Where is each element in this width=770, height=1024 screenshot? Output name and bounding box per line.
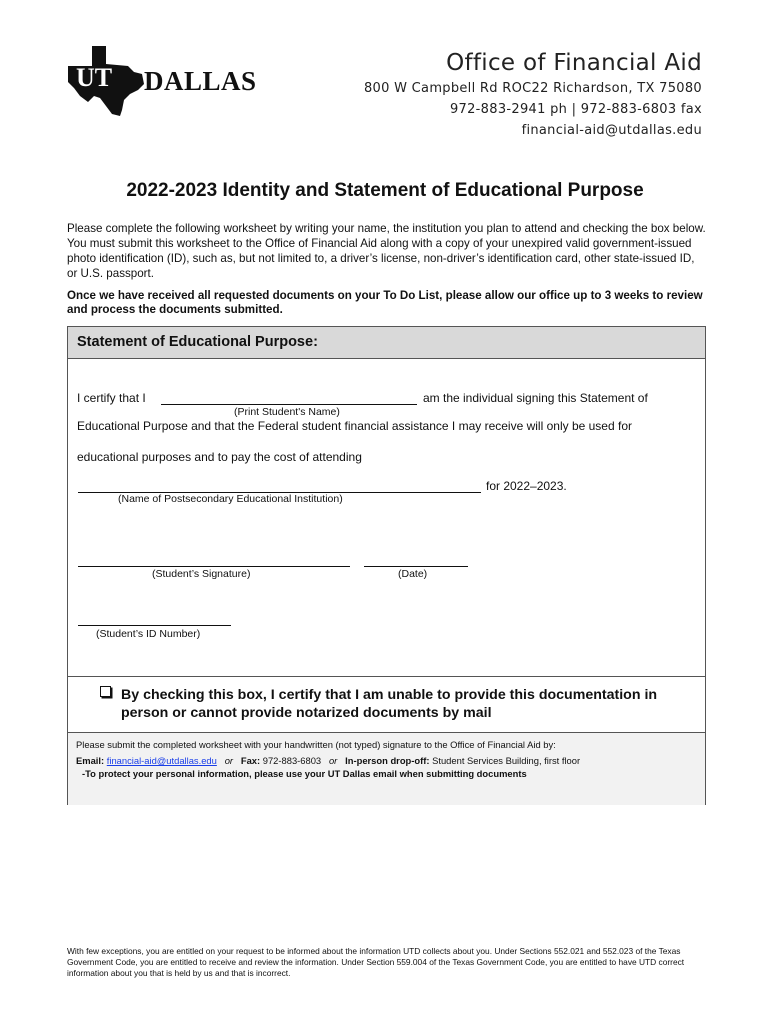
- divider: [68, 676, 705, 677]
- certify-suffix: am the individual signing this Statement of: [423, 391, 648, 405]
- office-address: 800 W Campbell Rd ROC22 Richardson, TX 75080: [363, 81, 702, 96]
- student-name-field[interactable]: [161, 404, 417, 405]
- or-text: or: [328, 755, 338, 766]
- processing-notice: Once we have received all requested documents on your To Do List, please allow our office up to 3 weeks to review and process the documents submitted.: [67, 289, 703, 316]
- privacy-footer: With few exceptions, you are entitled on your request to be informed about the information UTD collects about you. Under Sections 552.021 and 552.023 of the Texas Government Code, you are entitled to receive and review the information. Under Section 559.004 of the Texas Government Code, you are entitled to have UTD correct information about you that is held by us and that is incorrect.: [67, 946, 685, 978]
- intro-paragraph: Please complete the following worksheet by writing your name, the institution you plan to attend and checking the box below. You must submit this worksheet to the Office of Financial Aid along with a copy of your unexpired valid government-issued photo identification (ID), such as, but not limited to, a driver’s license, non-driver’s identification card, other state-issued ID, or U.S. passport.: [67, 222, 706, 280]
- office-email: financial-aid@utdallas.edu: [521, 123, 702, 138]
- student-id-field[interactable]: [78, 625, 231, 626]
- year-suffix: for 2022–2023.: [486, 479, 567, 493]
- statement-line-2: Educational Purpose and that the Federal student financial assistance I may receive will only be used for: [77, 419, 632, 433]
- office-name: Office of Financial Aid: [446, 50, 702, 76]
- submit-instructions-text: Please submit the completed worksheet with your handwritten (not typed) signature to the Office of Financial Aid by:: [76, 739, 556, 750]
- signature-caption: (Student’s Signature): [152, 568, 251, 580]
- texas-logo-icon: [66, 44, 146, 118]
- email-link[interactable]: financial-aid@utdallas.edu: [106, 755, 217, 766]
- statement-header-label: Statement of Educational Purpose:: [77, 334, 318, 350]
- submission-instructions: [68, 733, 705, 805]
- ut-dallas-logo: [66, 44, 256, 118]
- inperson-location: Student Services Building, first floor: [432, 755, 581, 766]
- statement-header: [68, 327, 705, 359]
- fax-number: 972-883-6803: [262, 755, 322, 766]
- statement-box: [67, 326, 706, 805]
- certify-prefix: I certify that I: [77, 391, 146, 405]
- student-id-caption: (Student’s ID Number): [96, 628, 201, 640]
- office-phone-fax: 972-883-2941 ph | 972-883-6803 fax: [449, 102, 702, 117]
- svg-text:UT: UT: [76, 63, 113, 92]
- email-label: Email:: [76, 755, 105, 766]
- privacy-note: -To protect your personal information, please use your UT Dallas email when submitting documents: [82, 768, 527, 779]
- inperson-label: In-person drop-off:: [345, 755, 430, 766]
- fax-label: Fax:: [240, 755, 261, 766]
- or-text: or: [224, 755, 234, 766]
- date-field[interactable]: [364, 566, 468, 567]
- submit-methods: [76, 755, 580, 766]
- print-name-caption: (Print Student's Name): [234, 406, 340, 418]
- statement-line-3: educational purposes and to pay the cost of attending: [77, 450, 362, 464]
- logo-wordmark: DALLAS: [144, 66, 257, 96]
- institution-caption: (Name of Postsecondary Educational Institution): [118, 493, 343, 505]
- certify-checkbox-label: By checking this box, I certify that I am unable to provide this documentation in person or cannot provide notarized documents by mail: [121, 687, 658, 721]
- date-caption: (Date): [398, 568, 428, 580]
- signature-field[interactable]: [78, 566, 350, 567]
- page-title: 2022-2023 Identity and Statement of Educational Purpose: [126, 180, 644, 201]
- certify-checkbox[interactable]: [100, 686, 111, 697]
